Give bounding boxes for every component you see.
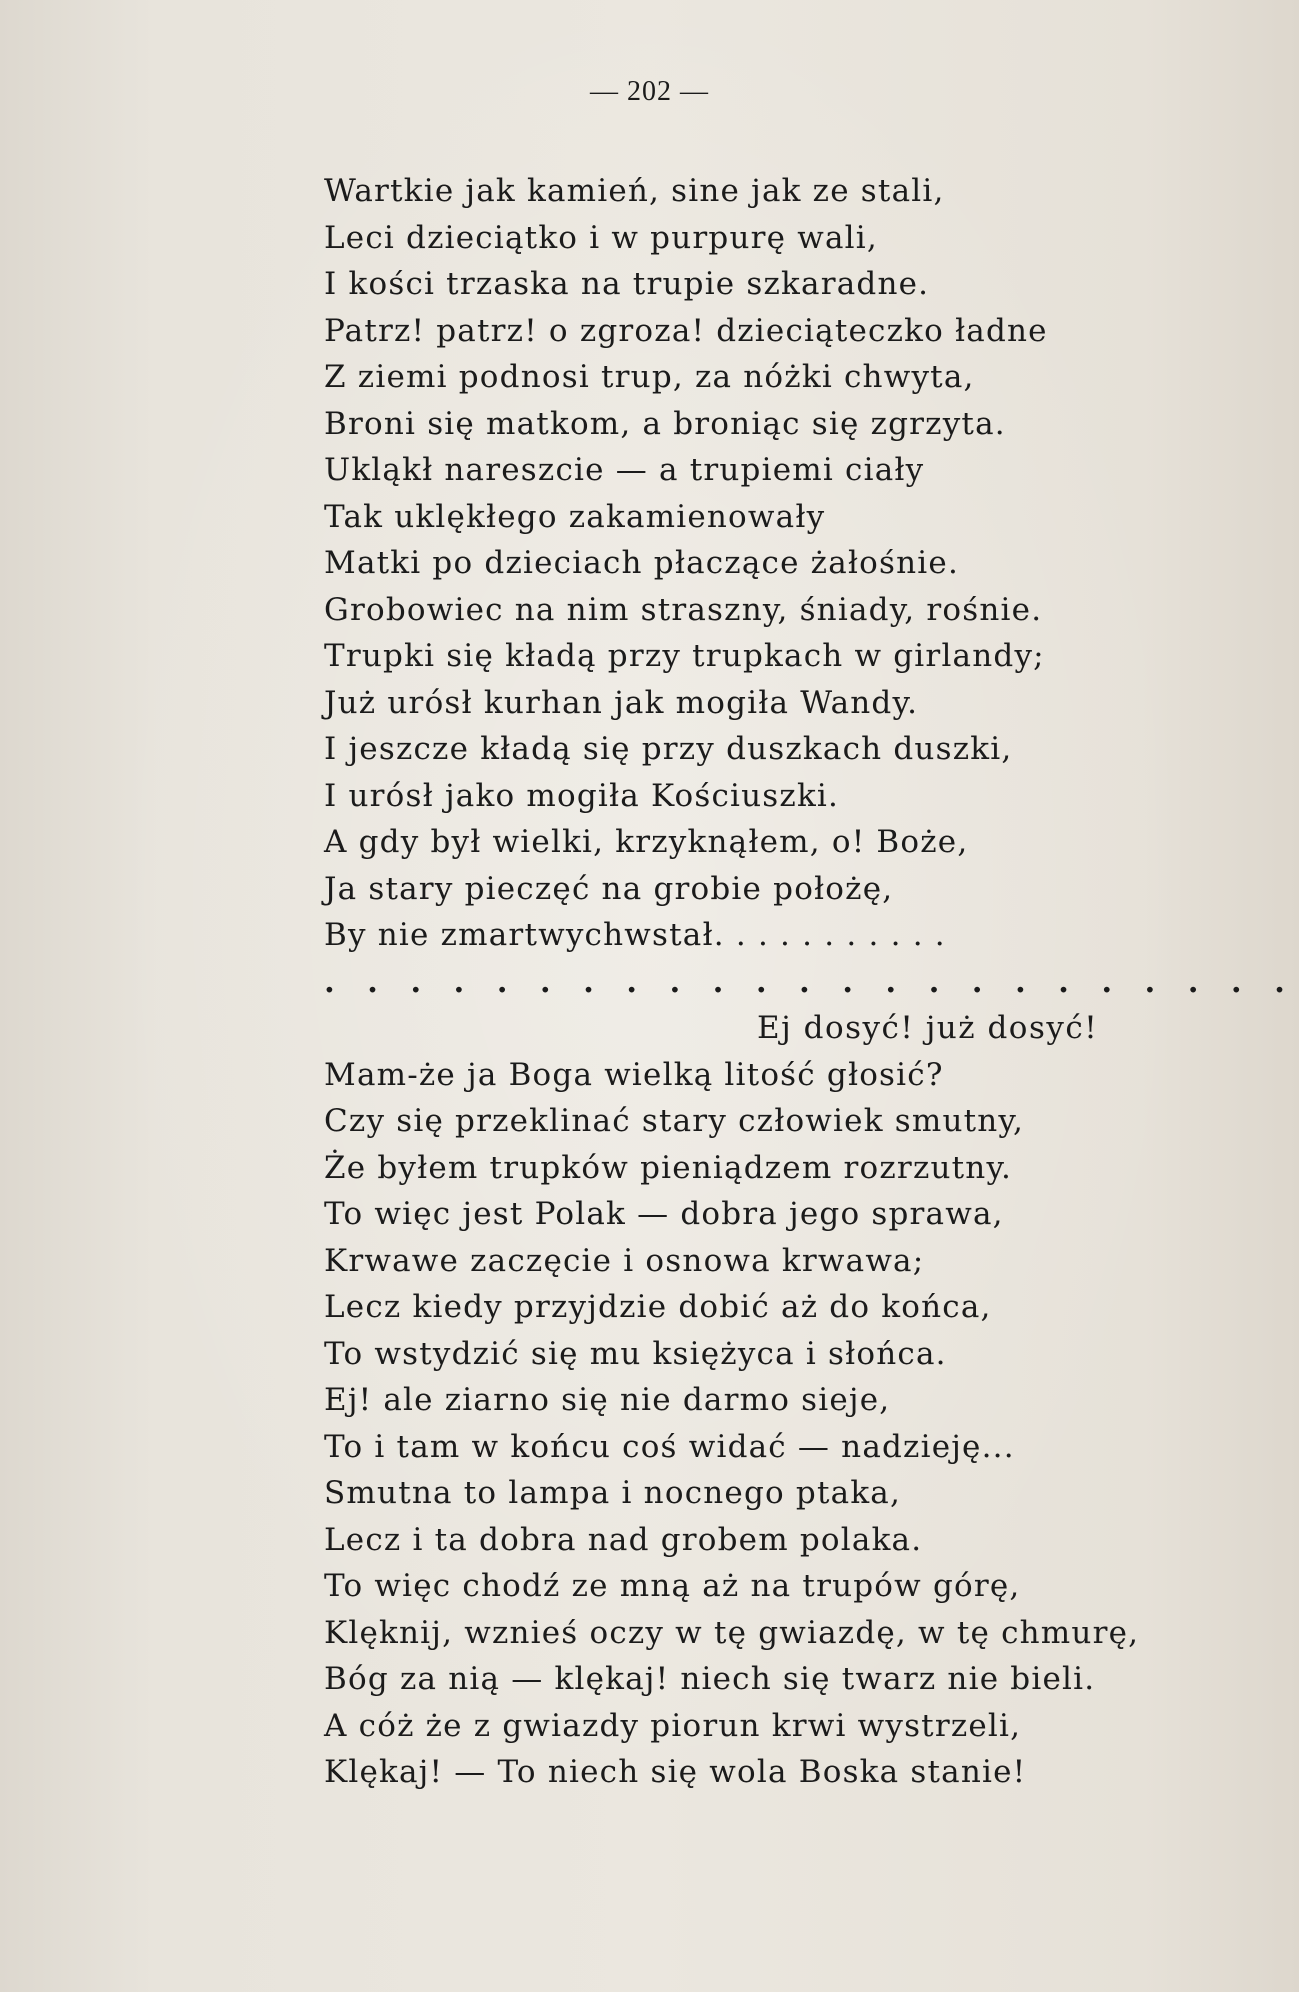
poem-line: A cóż że z gwiazdy piorun krwi wystrzeli, — [324, 1707, 1022, 1744]
poem-line: Klękaj! — To niech się wola Boska stanie! — [324, 1754, 1027, 1790]
poem-line: Czy się przeklinać stary człowiek smutny, — [324, 1103, 1025, 1139]
poem-line: Patrz! patrz! o zgroza! dzieciąteczko ładne — [324, 312, 1048, 349]
poem-line: Matki po dzieciach płaczące żałośnie. — [324, 545, 960, 581]
poem-line: Wartkie jak kamień, sine jak ze stali, — [324, 173, 945, 209]
poem-line: Z ziemi podnosi trup, za nóżki chwyta, — [324, 359, 975, 395]
poem-line: Lecz kiedy przyjdzie dobić aż do końca, — [324, 1289, 992, 1325]
poem-line: I kości trzaska na trupie szkaradne. — [324, 266, 930, 302]
poem-line: Tak uklękłego zakamienowały — [324, 498, 826, 535]
poem-line: I jeszcze kładą się przy duszkach duszki, — [324, 731, 1013, 767]
poem-line: Broni się matkom, a broniąc się zgrzyta. — [324, 405, 1006, 442]
poem-line: To i tam w końcu coś widać — nadzieję... — [324, 1428, 1015, 1465]
poem-line: A gdy był wielki, krzyknąłem, o! Boże, — [324, 824, 969, 860]
poem-line: By nie zmartwychwstał. . . . . . . . . . . — [324, 917, 946, 953]
ellipsis-line: . . . . . . . . . . . . . . . . . . . . . . . — [324, 963, 1296, 1000]
poem-line: Ukląkł nareszcie — a trupiemi ciały — [324, 452, 925, 488]
poem-line: Grobowiec na nim straszny, śniady, rośnie. — [324, 591, 1043, 628]
poem-line: Klęknij, wznieś oczy w tę gwiazdę, w tę chmurę, — [324, 1614, 1140, 1651]
poem-line: To więc chodź ze mną aż na trupów górę, — [324, 1568, 1021, 1604]
poem-line: Trupki się kładą przy trupkach w girlandy; — [324, 638, 1045, 674]
poem-text — [324, 168, 1296, 1796]
poem-line-indented: Ej dosyć! już dosyć! — [757, 1010, 1099, 1046]
poem-line: Że byłem trupków pieniądzem rozrzutny. — [324, 1149, 1013, 1186]
poem-line: Lecz i ta dobra nad grobem polaka. — [324, 1521, 923, 1558]
poem-line: To więc jest Polak — dobra jego sprawa, — [324, 1196, 1004, 1232]
poem-line: To wstydzić się mu księżyca i słońca. — [324, 1335, 947, 1372]
page-number: — 202 — — [590, 76, 709, 107]
poem-line: Krwawe zaczęcie i osnowa krwawa; — [324, 1242, 925, 1279]
poem-line: Leci dzieciątko i w purpurę wali, — [324, 219, 878, 256]
poem-line: Bóg za nią — klękaj! niech się twarz nie bieli. — [324, 1661, 1096, 1697]
poem-line: Już urósł kurhan jak mogiła Wandy. — [324, 684, 919, 721]
poem-line: Ej! ale ziarno się nie darmo sieje, — [324, 1382, 891, 1418]
poem-line: Ja stary pieczęć na grobie położę, — [324, 870, 894, 907]
poem-line: I urósł jako mogiła Kościuszki. — [324, 777, 840, 814]
poem-line: Mam-że ja Boga wielką litość głosić? — [324, 1056, 944, 1093]
poem-line: Smutna to lampa i nocnego ptaka, — [324, 1475, 902, 1511]
